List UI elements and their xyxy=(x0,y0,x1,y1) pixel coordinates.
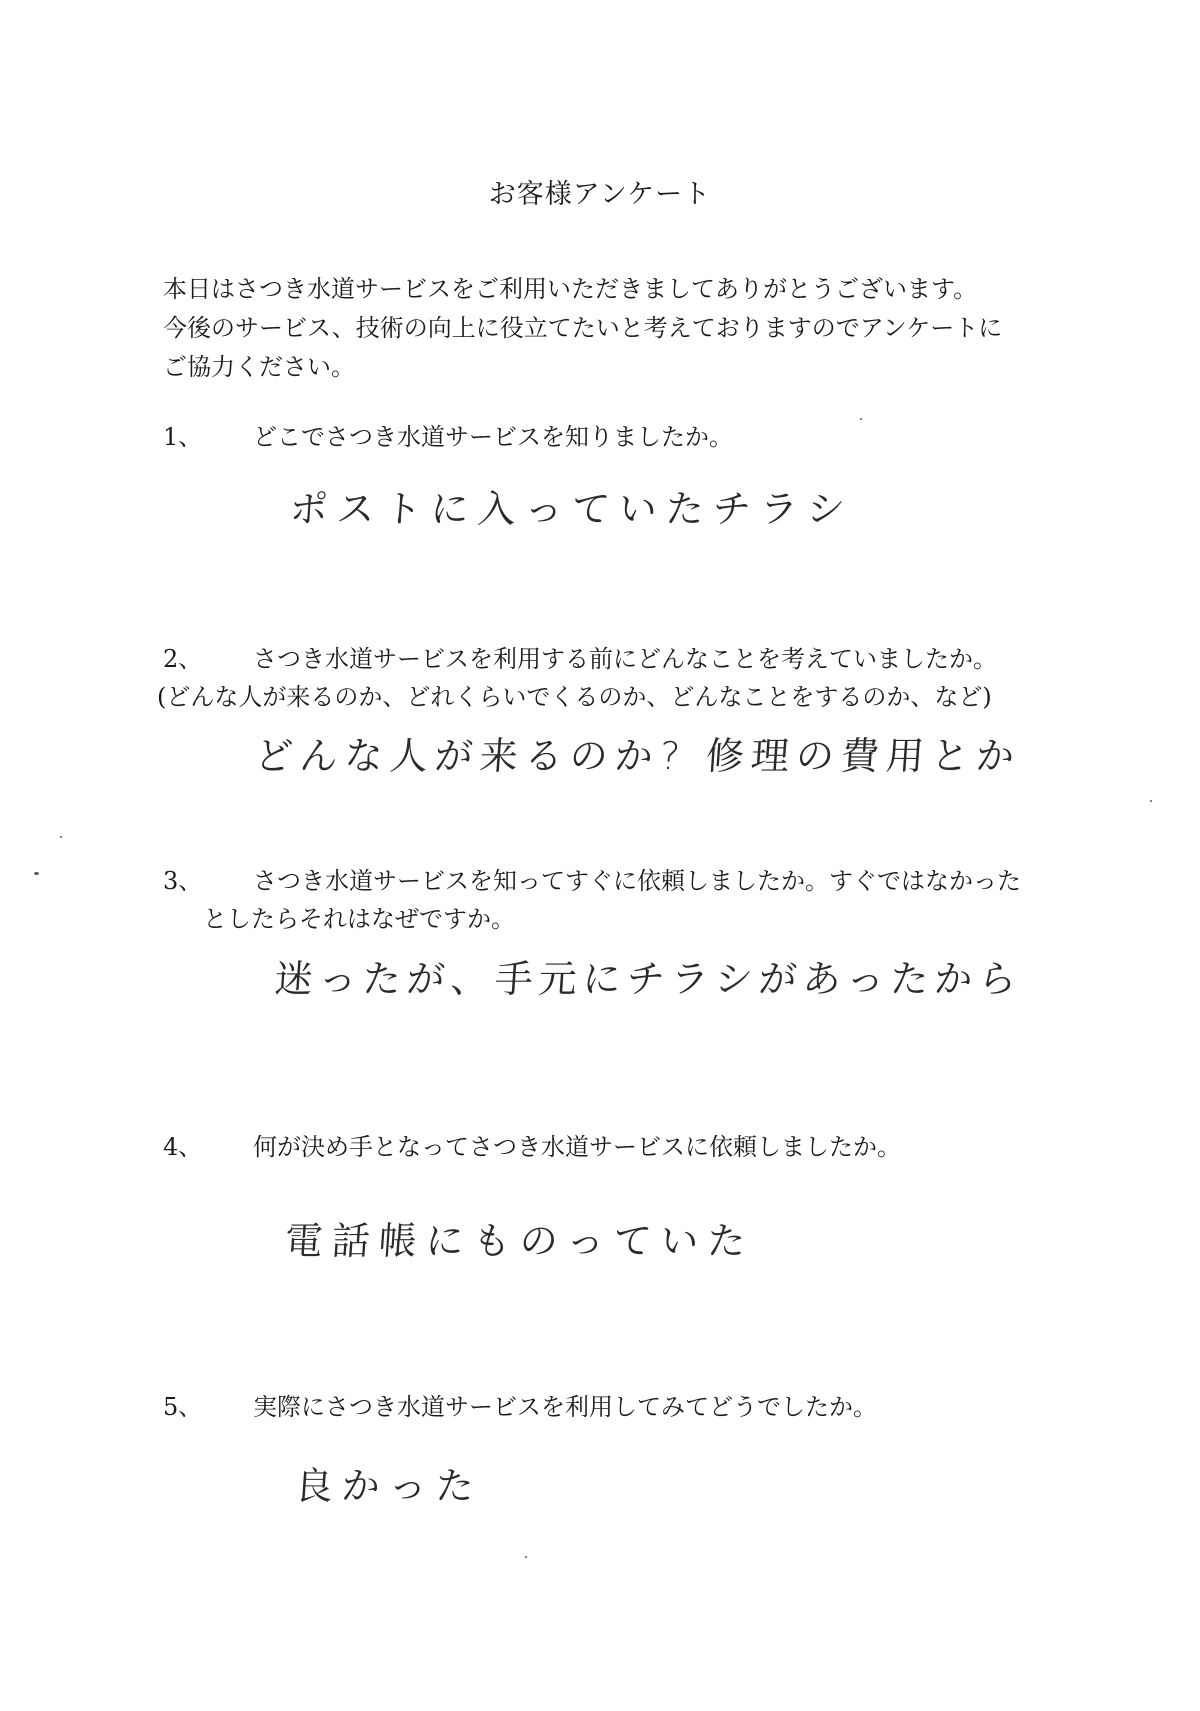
handwritten-answer-1: ポストに入っていたチラシ xyxy=(288,487,856,531)
question-4 xyxy=(163,1128,901,1166)
question-5 xyxy=(163,1388,877,1426)
question-number: 4、 xyxy=(163,1133,203,1161)
handwritten-answer-2: どんな人が来るのか? 修理の費用とか xyxy=(253,734,1023,778)
scan-speck xyxy=(1150,800,1152,802)
scan-speck xyxy=(525,1556,527,1558)
scan-speck xyxy=(60,836,62,838)
handwritten-answer-4: 電話帳にものっていた xyxy=(283,1219,756,1263)
intro-line: 本日はさつき水道サービスをご利用いただきましてありがとうございます。 xyxy=(163,275,978,303)
question-2 xyxy=(157,640,997,716)
handwritten-answer-3: 迷ったが、手元にチラシがあったから xyxy=(273,957,1024,1001)
question-3 xyxy=(163,862,1021,938)
question-number: 5、 xyxy=(163,1393,203,1421)
question-note: (どんな人が来るのか、どれくらいでくるのか、どんなことをするのか、など) xyxy=(157,683,992,711)
page-title: お客様アンケート xyxy=(488,179,712,210)
question-1 xyxy=(163,418,733,456)
question-number: 1、 xyxy=(163,423,203,451)
question-text: さつき水道サービスを利用する前にどんなことを考えていましたか。 xyxy=(253,645,997,673)
question-text: 実際にさつき水道サービスを利用してみてどうでしたか。 xyxy=(253,1393,877,1421)
question-text: 何が決め手となってさつき水道サービスに依頼しましたか。 xyxy=(253,1133,901,1161)
intro-paragraph xyxy=(163,270,1063,387)
question-number: 2、 xyxy=(163,645,203,673)
question-number: 3、 xyxy=(163,867,203,895)
question-text: どこでさつき水道サービスを知りましたか。 xyxy=(253,423,733,451)
intro-line: 今後のサービス、技術の向上に役立てたいと考えておりますのでアンケートに xyxy=(163,314,1003,342)
scan-speck xyxy=(860,418,862,420)
intro-line: ご協力ください。 xyxy=(163,353,355,381)
question-text: さつき水道サービスを知ってすぐに依頼しましたか。すぐではなかった xyxy=(253,867,1021,895)
handwritten-answer-5: 良かった xyxy=(293,1464,485,1508)
scan-speck xyxy=(34,872,39,875)
question-text-continued: としたらそれはなぜですか。 xyxy=(203,905,515,933)
